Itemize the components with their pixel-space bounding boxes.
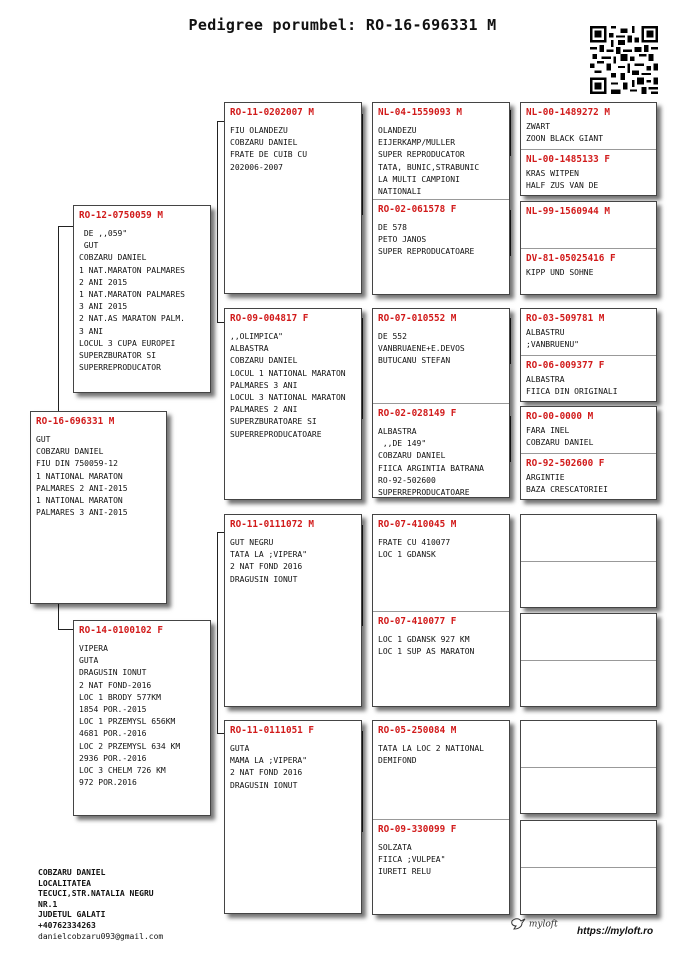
connector-ggp3 [510, 318, 511, 364]
owner-name: COBZARU DANIEL [38, 868, 106, 877]
connector-mother-vertical [217, 532, 218, 734]
pigeon-description: ALBASTRU ;VANBRUENU" [526, 328, 579, 350]
pigeon-description: LOC 1 GDANSK 927 KM LOC 1 SUP AS MARATON [378, 635, 475, 657]
pigeon-description: ALBASTRA ,,DE 149" COBZARU DANIEL FIICA ARGINTIA BATRANA RO-92-502600 SUPERREPRODUCATOARE [378, 427, 484, 497]
pedigree-card-great-grandparent[interactable] [372, 102, 510, 295]
ring-number: RO-11-0111051 F [230, 725, 314, 736]
ring-number: RO-02-028149 F [378, 408, 457, 419]
connector-father-sire [217, 121, 224, 122]
owner-address-number: NR.1 [38, 899, 58, 909]
pigeon-description: KRAS WITPEN HALF ZUS VAN DE [526, 169, 599, 191]
pedigree-card-subject[interactable] [30, 411, 167, 604]
connector-gp1 [362, 114, 363, 215]
connector-father-dam [217, 322, 224, 323]
pedigree-card-mother[interactable] [73, 620, 211, 816]
owner-contact [38, 868, 163, 942]
connector-ggp4 [510, 416, 511, 462]
pigeon-description: OLANDEZU EIJERKAMP/MULLER SUPER REPRODUCATOR TATA, BUNIC,STRABUNIC LA MULTI CAMPIONI NATIONALI [378, 126, 480, 197]
pigeon-logo-icon [510, 917, 526, 931]
pigeon-description: VIPERA GUTA DRAGUSIN IONUT 2 NAT FOND-2016 LOC 1 BRODY 577KM 1854 POR.-2015 LOC 1 PRZEMYSL 656KM 4681 POR.-2016 LOC 2 PRZEMYSL 634 KM 2936 POR.-2016 LOC 3 CHELM 726 KM 972 POR.2016 [79, 644, 181, 788]
ring-number: NL-99-1560944 M [526, 206, 610, 217]
ring-number: RO-03-509781 M [526, 313, 605, 324]
connector-father-vertical [217, 121, 218, 323]
ring-number: NL-04-1559093 M [378, 107, 462, 118]
connector-gp3 [362, 525, 363, 626]
pigeon-description: FRATE CU 410077 LOC 1 GDANSK [378, 538, 451, 560]
owner-locality-label: LOCALITATEA [38, 878, 91, 888]
pigeon-description: DE 552 VANBRUAENE+E.DEVOS BUTUCANU STEFAN [378, 332, 465, 366]
connector-subject-father [58, 226, 74, 227]
owner-county: JUDETUL GALATI [38, 910, 106, 920]
myloft-logo [510, 917, 558, 931]
pigeon-description: DE ,,059" GUT COBZARU DANIEL 1 NAT.MARATON PALMARES 2 ANI 2015 1 NAT.MARATON PALMARES 3 ANI 2015 2 NAT.AS MARATON PALM. 3 ANI LOCUL 3 CUPA EUROPEI SUPERZBURATOR SI SUPERREPRODUCATOR [79, 229, 185, 373]
ring-number: RO-00-0000 M [526, 411, 594, 422]
pedigree-card-4th-generation[interactable] [520, 406, 657, 500]
pigeon-description: TATA LA LOC 2 NATIONAL DEMIFOND [378, 744, 484, 766]
pigeon-description: ARGINTIE BAZA CRESCATORIEI [526, 473, 608, 495]
pedigree-card-4th-generation[interactable] [520, 201, 657, 295]
pedigree-card-great-grandparent[interactable] [372, 308, 510, 498]
connector-ggp2 [510, 210, 511, 256]
pigeon-description: ALBASTRA FIICA DIN ORIGINALI [526, 375, 618, 397]
ring-number: RO-14-0100102 F [79, 625, 163, 636]
owner-address: TECUCI,STR.NATALIA NEGRU [38, 889, 154, 899]
owner-phone: +40762334263 [38, 920, 96, 930]
pigeon-description: GUT NEGRU TATA LA ;VIPERA" 2 NAT FOND 2016 DRAGUSIN IONUT [230, 538, 308, 584]
connector-subject-mother [58, 629, 74, 630]
pigeon-description: SOLZATA FIICA ;VULPEA" IURETI RELU [378, 843, 446, 877]
connector-ggp1 [510, 110, 511, 156]
pedigree-card-empty[interactable] [520, 720, 657, 814]
pigeon-description: ZWART ZOON BLACK GIANT [526, 122, 604, 144]
pedigree-card-grandparent[interactable] [224, 102, 362, 294]
ring-number: RO-11-0111072 M [230, 519, 314, 530]
connector-mother-sire [217, 532, 224, 533]
ring-number: RO-06-009377 F [526, 360, 605, 371]
pedigree-card-grandparent[interactable] [224, 720, 362, 914]
pigeon-description: KIPP UND SOHNE [526, 268, 594, 277]
ring-number: RO-16-696331 M [36, 416, 115, 427]
pigeon-description: GUTA MAMA LA ;VIPERA" 2 NAT FOND 2016 DRAGUSIN IONUT [230, 744, 308, 790]
connector-mother-dam [217, 733, 224, 734]
ring-number: RO-02-061578 F [378, 204, 457, 215]
ring-number: RO-11-0202007 M [230, 107, 314, 118]
ring-number: RO-12-0750059 M [79, 210, 163, 221]
connector-gp2 [362, 318, 363, 419]
pedigree-card-father[interactable] [73, 205, 211, 393]
pedigree-card-grandparent[interactable] [224, 514, 362, 707]
pigeon-description: FIU OLANDEZU COBZARU DANIEL FRATE DE CUIB CU 202006-2007 [230, 126, 308, 172]
ring-number: RO-92-502600 F [526, 458, 605, 469]
pigeon-description: ,,OLIMPICA" ALBASTRA COBZARU DANIEL LOCUL 1 NATIONAL MARATON PALMARES 3 ANI LOCUL 3 NATIONAL MARATON PALMARES 2 ANI SUPERZBURATOARE SI SUPERREPRODUCATOARE [230, 332, 346, 439]
pedigree-card-4th-generation[interactable] [520, 308, 657, 402]
ring-number: RO-09-004817 F [230, 313, 309, 324]
pigeon-description: DE 578 PETO JANOS SUPER REPRODUCATOARE [378, 223, 475, 257]
logo-text: myloft [528, 919, 558, 930]
connector-gp4 [362, 731, 363, 832]
pedigree-card-empty[interactable] [520, 514, 657, 608]
ring-number: NL-00-1485133 F [526, 154, 610, 165]
ring-number: RO-07-410045 M [378, 519, 457, 530]
pedigree-card-empty[interactable] [520, 613, 657, 707]
ring-number: RO-07-410077 F [378, 616, 457, 627]
qr-code-icon [590, 26, 658, 94]
website-link[interactable]: https://myloft.ro [577, 926, 654, 937]
pedigree-card-grandparent[interactable] [224, 308, 362, 500]
ring-number: NL-00-1489272 M [526, 107, 610, 118]
page-title: Pedigree porumbel: RO-16-696331 M [188, 16, 497, 34]
ring-number: DV-81-05025416 F [526, 253, 616, 264]
pigeon-description: GUT COBZARU DANIEL FIU DIN 750059-12 1 NATIONAL MARATON PALMARES 2 ANI-2015 1 NATIONAL MARATON PALMARES 3 ANI-2015 [36, 435, 128, 518]
pedigree-card-4th-generation[interactable] [520, 102, 657, 196]
pedigree-card-empty[interactable] [520, 820, 657, 915]
pedigree-card-great-grandparent[interactable] [372, 720, 510, 915]
ring-number: RO-05-250084 M [378, 725, 457, 736]
ring-number: RO-09-330099 F [378, 824, 457, 835]
ring-number: RO-07-010552 M [378, 313, 457, 324]
pedigree-card-great-grandparent[interactable] [372, 514, 510, 707]
owner-email: danielcobzaru093@gmail.com [38, 931, 164, 941]
pigeon-description: FARA INEL COBZARU DANIEL [526, 426, 594, 448]
